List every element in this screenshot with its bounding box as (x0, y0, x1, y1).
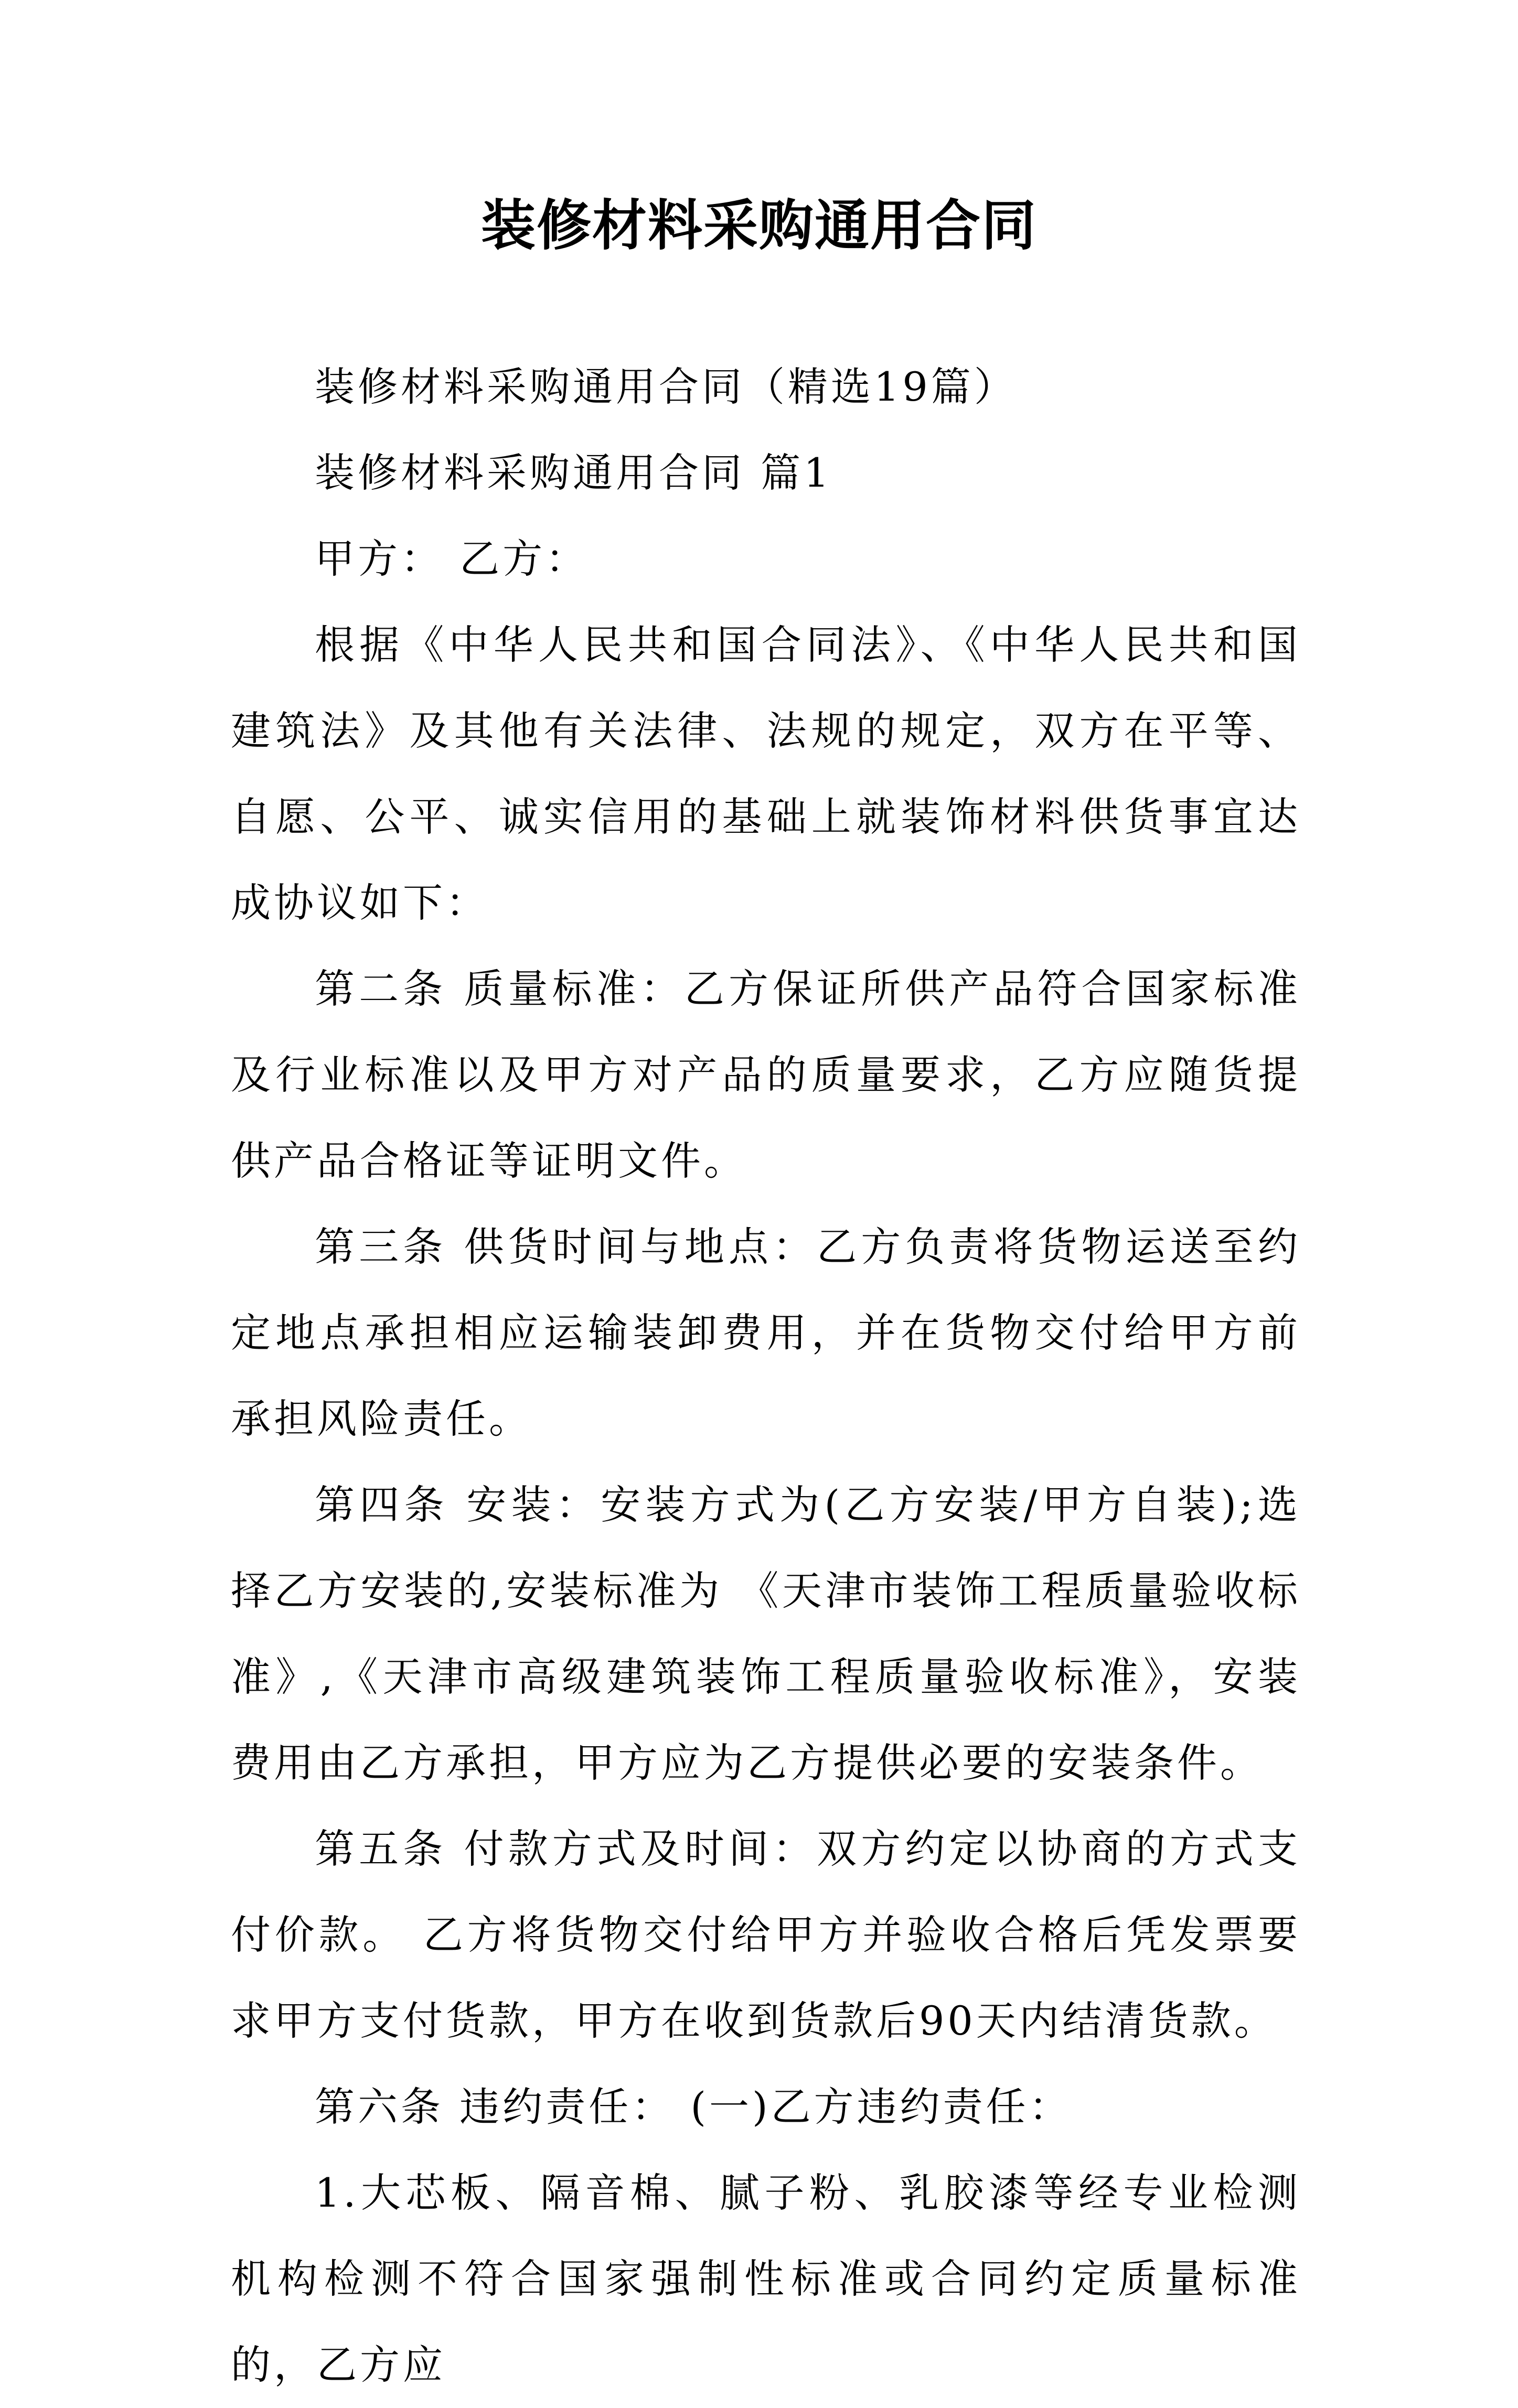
paragraph-article-6: 第六条 违约责任： (一)乙方违约责任： (315, 2083, 1072, 2130)
paragraph-article-6-item-1: 1.大芯板、隔音棉、腻子粉、乳胶漆等经专业检测机构检测不符合国家强制性标准或合同约定质量标准的，乙方应 (231, 2169, 1301, 2388)
paragraph-section-heading: 装修材料采购通用合同 篇1 (315, 449, 832, 496)
document-title: 装修材料采购通用合同 (480, 193, 1037, 257)
paragraph-article-4: 第四条 安装：安装方式为(乙方安装/甲方自装);选择乙方安装的,安装标准为 《天津市装饰工程质量验收标准》,《天津市高级建筑装饰工程质量验收标准》，安装费用由乙方承担，甲方应为乙方提供必要的安装条件。 (231, 1481, 1301, 1786)
paragraph-subtitle: 装修材料采购通用合同（精选19篇） (315, 363, 1017, 410)
paragraph-preamble: 根据《中华人民共和国合同法》、《中华人民共和国建筑法》及其他有关法律、法规的规定，双方在平等、自愿、公平、诚实信用的基础上就装饰材料供货事宜达成协议如下： (231, 621, 1301, 926)
paragraph-parties: 甲方： 乙方： (315, 535, 589, 582)
paragraph-article-3: 第三条 供货时间与地点：乙方负责将货物运送至约定地点承担相应运输装卸费用，并在货物交付给甲方前承担风险责任。 (231, 1223, 1301, 1442)
paragraph-article-2: 第二条 质量标准：乙方保证所供产品符合国家标准及行业标准以及甲方对产品的质量要求，乙方应随货提供产品合格证等证明文件。 (231, 965, 1301, 1184)
paragraph-article-5: 第五条 付款方式及时间：双方约定以协商的方式支付价款。 乙方将货物交付给甲方并验收合格后凭发票要求甲方支付货款，甲方在收到货款后90天内结清货款。 (231, 1825, 1301, 2044)
document-body (231, 344, 1301, 2408)
